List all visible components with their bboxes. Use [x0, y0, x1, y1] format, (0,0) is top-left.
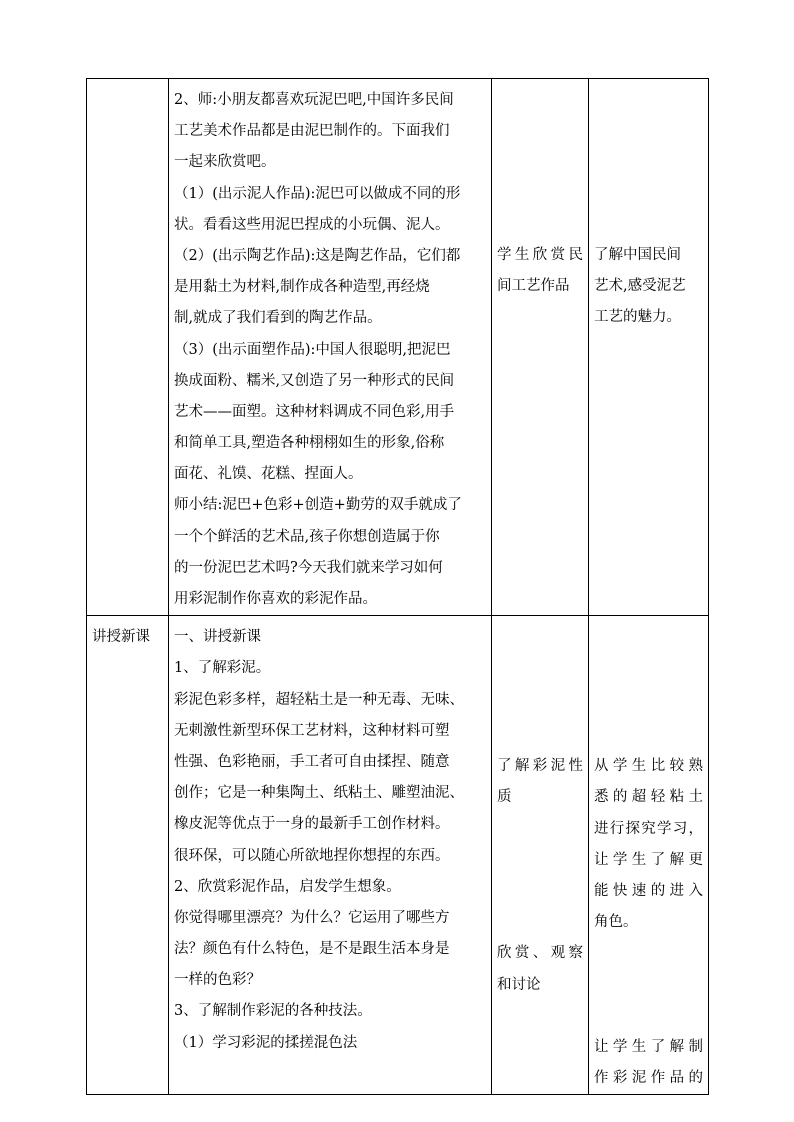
text-line: [174, 716, 486, 747]
text-line: [594, 782, 703, 813]
text-line-content: 一起来欣赏吧。: [174, 154, 276, 171]
table-row: [87, 79, 709, 616]
text-line: [174, 366, 486, 397]
text-line-content: 欣赏、观察: [497, 945, 583, 962]
text-line: [174, 459, 486, 490]
text-line-content: 悉的超轻粘土: [594, 789, 703, 806]
text-line-content: （1）(出示泥人作品):泥巴可以做成不同的形: [174, 185, 461, 202]
text-line-content: 角色。: [594, 914, 638, 931]
text-line: [594, 302, 703, 333]
text-line: [174, 996, 486, 1027]
text-line-content: 让学生了解更: [594, 851, 703, 868]
text-line: [497, 271, 583, 302]
text-line-content: 一样的色彩？: [174, 972, 261, 989]
text-line-content: 你觉得哪里漂亮？为什么？它运用了哪些方: [174, 909, 450, 926]
text-line: [174, 210, 486, 241]
text-line: [174, 841, 486, 872]
text-line-content: 一个个鲜活的艺术品,孩子你想创造属于你: [174, 528, 440, 545]
text-line-content: 学生欣赏民: [497, 247, 583, 263]
text-line-content: 无刺激性新型环保工艺材料，这种材料可塑: [174, 722, 450, 739]
text-line-content: 从学生比较熟: [594, 758, 703, 775]
text-line: [594, 751, 703, 782]
text-line: [594, 240, 703, 271]
text-line-content: 进行探究学习，: [594, 820, 703, 837]
text-line-content: 一、讲授新课: [174, 629, 261, 646]
text-line: [174, 778, 486, 809]
text-line: [497, 751, 583, 782]
text-line: [174, 490, 486, 521]
text-line: [174, 272, 486, 303]
text-line: [174, 241, 486, 272]
text-line-content: 和简单工具,塑造各种栩栩如生的形象,俗称: [174, 435, 445, 452]
text-line-content: 换成面粉、糯米,又创造了另一种形式的民间: [174, 372, 455, 389]
text-line: [174, 584, 486, 615]
text-line: [174, 809, 486, 840]
text-line-content: 法？颜色有什么特色，是不是跟生活本身是: [174, 941, 450, 958]
text-line-content: 了解中国民间: [594, 247, 681, 263]
text-line-content: 3、了解制作彩泥的各种技法。: [174, 1003, 372, 1020]
stage-label: 讲授新课: [92, 629, 150, 646]
text-line-content: 工艺的魅力。: [594, 309, 681, 326]
text-line: [174, 965, 486, 996]
text-line: [174, 179, 486, 210]
text-line-content: 艺术,感受泥艺: [594, 278, 686, 295]
text-line-content: 作彩泥作品的: [594, 1070, 703, 1087]
text-line-content: （1）学习彩泥的揉搓混色法: [174, 1034, 358, 1051]
text-line: [594, 876, 703, 907]
text-line-content: 彩泥色彩多样，超轻粘土是一种无毒、无味、: [174, 691, 464, 708]
stage-cell: [87, 79, 169, 616]
text-line-content: 和讨论: [497, 976, 541, 993]
text-line: [174, 147, 486, 178]
text-line: [174, 85, 486, 116]
text-line: [174, 747, 486, 778]
text-line: [174, 522, 486, 553]
design-intent-cell: [589, 616, 709, 1095]
text-line: [174, 653, 486, 684]
text-line-content: 师小结:泥巴+色彩+创造+勤劳的双手就成了: [174, 497, 462, 514]
text-line-content: 是用黏土为材料,制作成各种造型,再经烧: [174, 279, 430, 296]
text-line: [174, 872, 486, 903]
text-line: [174, 397, 486, 428]
text-line-content: 艺术——面塑。这种材料调成不同色彩,用手: [174, 403, 455, 420]
text-line: [174, 335, 486, 366]
lesson-plan-table: [86, 78, 709, 1095]
text-line-content: 间工艺作品: [497, 278, 570, 295]
text-line-content: 2、师:小朋友都喜欢玩泥巴吧,中国许多民间: [174, 92, 454, 108]
table-row: [87, 616, 709, 1095]
text-line-content: 制,就成了我们看到的陶艺作品。: [174, 310, 382, 327]
stage-label: [92, 85, 163, 116]
text-line-content: （3）(出示面塑作品):中国人很聪明,把泥巴: [174, 341, 451, 358]
text-line-content: 性强、色彩艳丽，手工者可自由揉捏、随意: [174, 753, 450, 770]
text-line-content: 能快速的进入: [594, 882, 703, 899]
text-line: [594, 271, 703, 302]
text-line: [594, 1063, 703, 1094]
text-line: [594, 814, 703, 845]
text-line: [497, 970, 583, 1001]
text-line-content: 创作；它是一种集陶土、纸粘土、雕塑油泥、: [174, 785, 464, 802]
text-line-content: 面花、礼馍、花糕、捏面人。: [174, 466, 363, 483]
text-line: [174, 685, 486, 716]
text-line: [594, 845, 703, 876]
text-line: [497, 240, 583, 271]
text-line-content: 2、欣赏彩泥作品，启发学生想象。: [174, 878, 401, 895]
text-line: [594, 907, 703, 938]
text-line-content: 质: [497, 789, 512, 806]
text-line-content: 让学生了解制: [594, 1038, 703, 1055]
text-line: [497, 782, 583, 813]
text-line: [174, 303, 486, 334]
text-line-content: 了解彩泥性: [497, 758, 583, 775]
text-line-content: （2）(出示陶艺作品):这是陶艺作品，它们都: [174, 247, 461, 264]
text-line: [174, 428, 486, 459]
text-line: [174, 934, 486, 965]
text-line: [174, 553, 486, 584]
text-line-content: 1、了解彩泥。: [174, 660, 271, 677]
text-line: [174, 622, 486, 653]
student-activity-cell: [492, 616, 589, 1095]
text-line-content: 工艺美术作品都是由泥巴制作的。下面我们: [174, 123, 450, 140]
design-intent-cell: [589, 79, 709, 616]
text-line: [174, 903, 486, 934]
text-line: [497, 938, 583, 969]
teacher-activity-cell: [169, 616, 492, 1095]
text-line: [594, 1032, 703, 1063]
student-activity-cell: [492, 79, 589, 616]
text-line-content: 用彩泥制作你喜欢的彩泥作品。: [174, 591, 377, 607]
text-line-content: 的一份泥巴艺术吗?今天我们就来学习如何: [174, 559, 443, 576]
text-line-content: 橡皮泥等优点于一身的最新手工创作材料。: [174, 816, 450, 833]
text-line-content: 很环保，可以随心所欲地捏你想捏的东西。: [174, 847, 450, 864]
text-line: [174, 1028, 486, 1059]
text-line-content: 状。看看这些用泥巴捏成的小玩偶、泥人。: [174, 216, 450, 233]
stage-cell: [87, 616, 169, 1095]
text-line: [174, 116, 486, 147]
teacher-activity-cell: [169, 79, 492, 616]
